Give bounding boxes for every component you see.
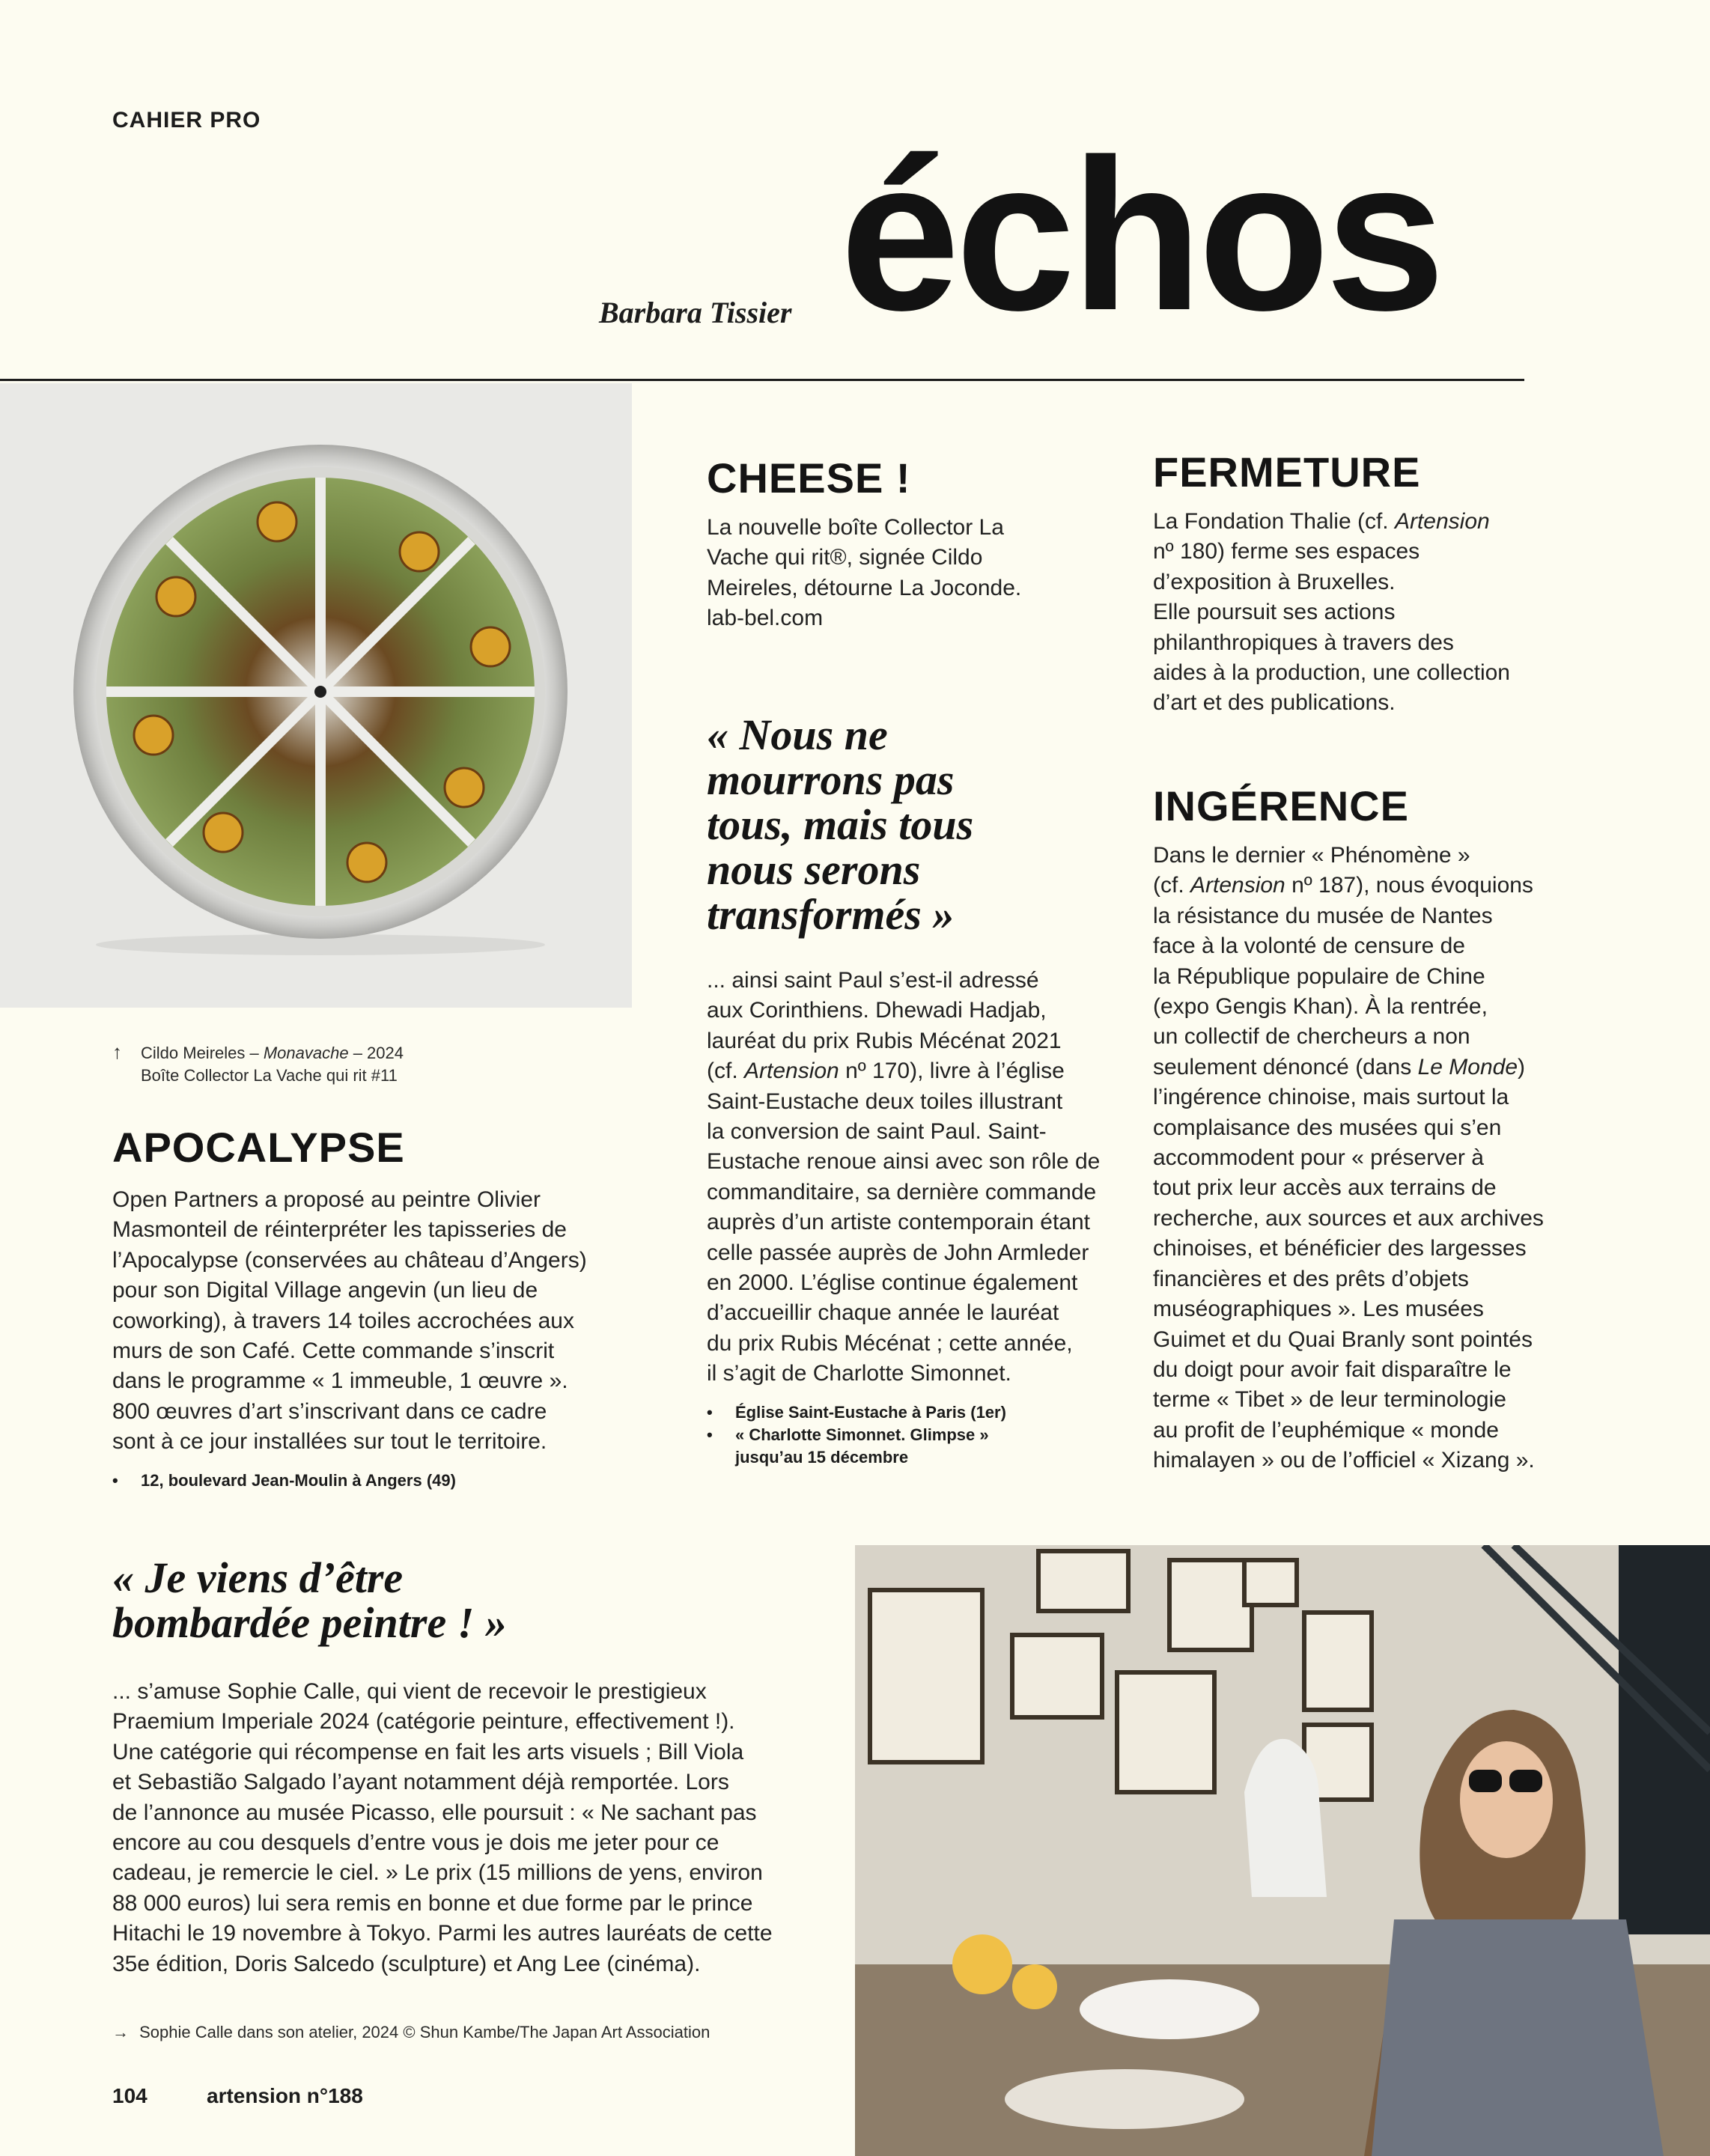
- body-line: Saint-Eustache deux toiles illustrant: [707, 1088, 1063, 1114]
- fermeture-body: [1153, 507, 1572, 719]
- magazine-name: Artension: [1190, 873, 1285, 898]
- website-link[interactable]: lab-bel.com: [707, 606, 824, 631]
- text-run: seulement dénoncé (dans: [1153, 1054, 1418, 1079]
- article-calle: [112, 1677, 816, 1979]
- body-line: de l’annonce au musée Picasso, elle poursuit : « Ne sachant pas: [112, 1800, 757, 1825]
- body-line: 88 000 euros) lui sera remis en bonne et due forme par le prince: [112, 1890, 753, 1916]
- caption-work-title: Monavache: [263, 1044, 349, 1062]
- body-line: en 2000. L’église continue également: [707, 1270, 1078, 1296]
- body-line: d’art et des publications.: [1153, 690, 1396, 716]
- cheese-box-photo: [0, 383, 632, 1008]
- body-line: aux Corinthiens. Dhewadi Hadjab,: [707, 998, 1047, 1023]
- magazine-issue: artension n°188: [207, 2084, 363, 2107]
- body-line: il s’agit de Charlotte Simonnet.: [707, 1361, 1011, 1386]
- body-line: Eustache renoue ainsi avec son rôle de: [707, 1149, 1101, 1175]
- body-line: sont à ce jour installées sur tout le territoire.: [112, 1429, 547, 1455]
- body-line: commanditaire, sa dernière commande: [707, 1179, 1097, 1205]
- text-run: nº 187), nous évoquions: [1285, 873, 1533, 898]
- body-line: Une catégorie qui récompense en fait les arts visuels ; Bill Viola: [112, 1739, 744, 1764]
- caption-artist: Cildo Meireles –: [141, 1044, 264, 1062]
- body-line: [1153, 871, 1572, 901]
- body-line: chinoises, et bénéficier des largesses: [1153, 1236, 1527, 1261]
- quote-line: nous serons: [707, 845, 921, 894]
- author-byline: Barbara Tissier: [599, 296, 792, 329]
- body-line: face à la volonté de censure de: [1153, 934, 1465, 959]
- body-line: un collectif de chercheurs a non: [1153, 1024, 1470, 1050]
- cow-cheese-box-icon: [0, 383, 632, 1008]
- body-line: et Sebastião Salgado l’ayant notamment déjà remportée. Lors: [112, 1770, 729, 1795]
- body-line: Elle poursuit ses actions: [1153, 600, 1396, 625]
- body-line: terme « Tibet » de leur terminologie: [1153, 1387, 1506, 1413]
- cheese-title: CHEESE !: [707, 454, 911, 502]
- body-line: accommodent pour « préserver à: [1153, 1145, 1484, 1171]
- arrow-right-icon: →: [112, 2023, 129, 2041]
- quote-line: « Nous ne: [707, 710, 888, 759]
- article-apocalypse: [112, 1123, 621, 1492]
- ingerence-title: INGÉRENCE: [1153, 782, 1409, 829]
- body-line: [707, 1056, 1126, 1086]
- address-item: • Église Saint-Eustache à Paris (1er): [707, 1401, 1126, 1424]
- quote-line: mourrons pas: [707, 755, 955, 804]
- exhibition-title: « Charlotte Simonnet. Glimpse »: [735, 1425, 989, 1444]
- text-run: La Fondation Thalie (cf.: [1153, 509, 1395, 534]
- body-line: encore au cou desquels d’entre vous je dois me jeter pour ce: [112, 1830, 719, 1856]
- page-title: échos: [840, 115, 1441, 356]
- quote-line: bombardée peintre ! »: [112, 1598, 507, 1647]
- ingerence-body: [1153, 841, 1572, 1476]
- text-run: nº 170), livre à l’église: [839, 1059, 1065, 1084]
- article-paul: [707, 966, 1126, 1469]
- body-line: philanthropiques à travers des: [1153, 630, 1454, 655]
- body-line: celle passée auprès de John Armleder: [707, 1240, 1089, 1265]
- body-line: dans le programme « 1 immeuble, 1 œuvre ».: [112, 1368, 568, 1394]
- text-run: (cf.: [1153, 873, 1190, 898]
- body-line: Dans le dernier « Phénomène »: [1153, 843, 1470, 868]
- body-line: financières et des prêts d’objets: [1153, 1266, 1469, 1291]
- article-fermeture: [1153, 448, 1572, 719]
- page-number: 104: [112, 2084, 147, 2107]
- body-line: d’accueillir chaque année le lauréat: [707, 1300, 1059, 1326]
- section-kicker: CAHIER PRO: [112, 108, 261, 133]
- body-line: Masmonteil de réinterpréter les tapisseries de: [112, 1217, 567, 1243]
- body-line: d’exposition à Bruxelles.: [1153, 569, 1396, 594]
- newspaper-name: Le Monde: [1417, 1054, 1518, 1079]
- body-line: l’Apocalypse (conservées au château d’Angers): [112, 1247, 587, 1273]
- caption-year: – 2024: [348, 1044, 404, 1062]
- body-line: Praemium Imperiale 2024 (catégorie peinture, effectivement !).: [112, 1709, 735, 1735]
- apocalypse-body: [112, 1185, 621, 1458]
- atelier-portrait-icon: [855, 1545, 1710, 2156]
- body-line: 800 œuvres d’art s’inscrivant dans ce cadre: [112, 1398, 547, 1424]
- sophie-calle-photo: [855, 1545, 1710, 2156]
- header-rule: [0, 379, 1524, 381]
- body-line: recherche, aux sources et aux archives: [1153, 1205, 1544, 1231]
- text-run: (cf.: [707, 1059, 744, 1084]
- body-line: du doigt pour avoir fait disparaître le: [1153, 1356, 1512, 1382]
- body-line: coworking), à travers 14 toiles accrochées aux: [112, 1308, 574, 1333]
- caption-detail: Boîte Collector La Vache qui rit #11: [141, 1066, 398, 1085]
- figure1-caption: [112, 1042, 404, 1087]
- body-line: au profit de l’euphémique « monde: [1153, 1417, 1499, 1443]
- pull-quote-calle: [112, 1553, 786, 1647]
- body-line: [1153, 507, 1572, 537]
- body-line: Hitachi le 19 novembre à Tokyo. Parmi les autres lauréats de cette: [112, 1921, 773, 1946]
- body-line: aides à la production, une collection: [1153, 660, 1510, 686]
- quote-line: transformés »: [707, 890, 955, 939]
- body-line: Meireles, détourne La Joconde.: [707, 575, 1022, 600]
- body-line: cadeau, je remercie le ciel. » Le prix (15 millions de yens, environ: [112, 1860, 763, 1886]
- body-line: (expo Gengis Khan). À la rentrée,: [1153, 994, 1488, 1020]
- article-cheese: [707, 454, 1126, 634]
- apocalypse-title: APOCALYPSE: [112, 1124, 405, 1171]
- body-line: murs de son Café. Cette commande s’inscrit: [112, 1339, 555, 1364]
- body-line: [1153, 1053, 1572, 1082]
- body-line: 35e édition, Doris Salcedo (sculpture) et Ang Lee (cinéma).: [112, 1951, 701, 1976]
- body-line: muséographiques ». Les musées: [1153, 1297, 1484, 1322]
- figure2-caption: [112, 2021, 710, 2044]
- body-line: ... ainsi saint Paul s’est-il adressé: [707, 968, 1039, 993]
- body-line: complaisance des musées qui s’en: [1153, 1115, 1502, 1140]
- body-line: la conversion de saint Paul. Saint-: [707, 1119, 1047, 1145]
- body-line: nº 180) ferme ses espaces: [1153, 539, 1420, 564]
- body-line: pour son Digital Village angevin (un lieu de: [112, 1278, 538, 1303]
- paul-info: [707, 1401, 1126, 1469]
- body-line: ... s’amuse Sophie Calle, qui vient de recevoir le prestigieux: [112, 1679, 707, 1704]
- arrow-up-icon: ↑: [112, 1041, 122, 1063]
- article-ingerence: [1153, 782, 1572, 1476]
- body-line: la République populaire de Chine: [1153, 963, 1485, 989]
- text-run: ): [1518, 1054, 1526, 1079]
- body-line: La nouvelle boîte Collector La: [707, 515, 1004, 540]
- body-line: l’ingérence chinoise, mais surtout la: [1153, 1085, 1509, 1110]
- exhibition-item: [707, 1424, 1126, 1469]
- body-line: Vache qui rit®, signée Cildo: [707, 545, 983, 570]
- body-line: auprès d’un artiste contemporain étant: [707, 1210, 1090, 1235]
- paul-body: [707, 966, 1126, 1389]
- fermeture-title: FERMETURE: [1153, 448, 1421, 496]
- address-item: • 12, boulevard Jean-Moulin à Angers (49): [112, 1470, 621, 1492]
- cheese-body: [707, 513, 1126, 634]
- quote-line: « Je viens d’être: [112, 1553, 404, 1602]
- quote-line: tous, mais tous: [707, 800, 974, 849]
- body-line: Open Partners a proposé au peintre Olivier: [112, 1187, 541, 1212]
- exhibition-dates: jusqu’au 15 décembre: [735, 1447, 909, 1467]
- caption-text: Sophie Calle dans son atelier, 2024 © Shun Kambe/The Japan Art Association: [139, 2023, 711, 2041]
- body-line: himalayen » ou de l’officiel « Xizang ».: [1153, 1448, 1535, 1473]
- apocalypse-info: [112, 1470, 621, 1492]
- body-line: du prix Rubis Mécénat ; cette année,: [707, 1330, 1073, 1356]
- body-line: la résistance du musée de Nantes: [1153, 903, 1493, 928]
- pull-quote-paul: [707, 710, 1111, 939]
- body-line: lauréat du prix Rubis Mécénat 2021: [707, 1028, 1062, 1053]
- magazine-name: Artension: [1394, 509, 1490, 534]
- magazine-name: Artension: [744, 1059, 839, 1084]
- body-line: Guimet et du Quai Branly sont pointés: [1153, 1327, 1533, 1352]
- body-line: tout prix leur accès aux terrains de: [1153, 1175, 1497, 1201]
